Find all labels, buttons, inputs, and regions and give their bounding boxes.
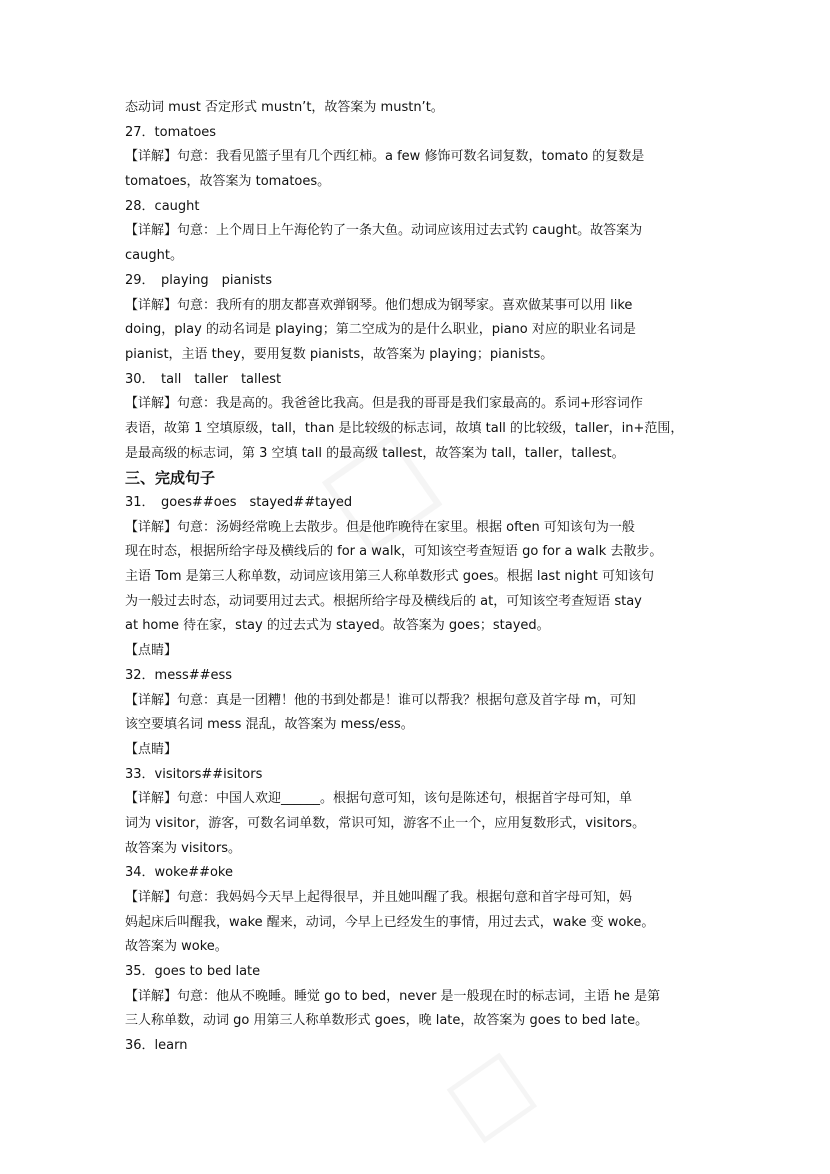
explanation-line: 【详解】句意：我所有的朋友都喜欢弹钢琴。他们想成为钢琴家。喜欢做某事可以用 like bbox=[125, 297, 633, 313]
explanation-line: caught。 bbox=[125, 248, 183, 264]
explanation-line: 现在时态，根据所给字母及横线后的 for a walk，可知该空考查短语 go for a walk 去散步。 bbox=[125, 544, 663, 560]
explanation-line: 【详解】句意：汤姆经常晚上去散步。但是他昨晚待在家里。根据 often 可知该句为一般 bbox=[125, 519, 635, 535]
answer-36: 36．learn bbox=[125, 1038, 188, 1054]
explanation-line: 【详解】句意：上个周日上午海伦钓了一条大鱼。动词应该用过去式钓 caught。故答案为 bbox=[125, 223, 643, 239]
explanation-line: 是最高级的标志词，第 3 空填 tall 的最高级 tallest，故答案为 tall，taller，tallest。 bbox=[125, 445, 625, 461]
explanation-line: 词为 visitor，游客，可数名词单数，常识可知，游客不止一个，应用复数形式，visitors。 bbox=[125, 815, 646, 831]
answer-28: 28．caught bbox=[125, 198, 200, 214]
explanation-line: 【详解】句意：我看见篮子里有几个西红柿。a few 修饰可数名词复数，tomato 的复数是 bbox=[125, 149, 645, 165]
explanation-line: 【详解】句意：我妈妈今天早上起得很早，并且她叫醒了我。根据句意和首字母可知，妈 bbox=[125, 890, 633, 905]
answer-27: 27．tomatoes bbox=[125, 124, 217, 140]
explanation-line: 故答案为 visitors。 bbox=[125, 840, 241, 856]
explanation-line: doing，play 的动名词是 playing；第二空成为的是什么职业，piano 对应的职业名词是 bbox=[125, 322, 636, 338]
explanation-line: 为一般过去时态，动词要用过去式。根据所给字母及横线后的 at，可知该空考查短语 stay bbox=[125, 593, 642, 609]
answer-34: 34．woke##oke bbox=[125, 865, 233, 881]
tip-label: 【点睛】 bbox=[125, 643, 178, 659]
answer-32: 32．mess##ess bbox=[125, 667, 233, 683]
text-line: 态动词 must 否定形式 mustn’t，故答案为 mustn’t。 bbox=[125, 100, 444, 115]
explanation-line: 妈起床后叫醒我，wake 醒来，动词，今早上已经发生的事情，用过去式，wake 变 woke。 bbox=[125, 914, 655, 930]
document-page bbox=[125, 96, 710, 1059]
explanation-line: 【详解】句意：他从不晚睡。睡觉 go to bed，never 是一般现在时的标志词，主语 he 是第 bbox=[125, 988, 661, 1004]
tip-label: 【点睛】 bbox=[125, 741, 178, 757]
explanation-line: 【详解】句意：中国人欢迎______。根据句意可知，该句是陈述句，根据首字母可知，单 bbox=[125, 791, 633, 807]
answer-29: 29． playing pianists bbox=[125, 272, 272, 288]
answer-31: 31． goes##oes stayed##tayed bbox=[125, 495, 353, 510]
section-heading: 三、完成句子 bbox=[125, 469, 216, 488]
answer-35: 35．goes to bed late bbox=[125, 964, 261, 980]
explanation-line: 故答案为 woke。 bbox=[125, 939, 228, 955]
explanation-line: 表语，故第 1 空填原级，tall，than 是比较级的标志词，故填 tall 的比较级，taller，in+范围， bbox=[125, 420, 684, 436]
explanation-line: 该空要填名词 mess 混乱，故答案为 mess/ess。 bbox=[125, 717, 414, 733]
explanation-line: 【详解】句意：真是一团糟！他的书到处都是！谁可以帮我？根据句意及首字母 m，可知 bbox=[125, 692, 636, 708]
explanation-line: 主语 Tom 是第三人称单数，动词应该用第三人称单数形式 goes。根据 last night 可知该句 bbox=[125, 569, 655, 585]
explanation-line: 【详解】句意：我是高的。我爸爸比我高。但是我的哥哥是我们家最高的。系词+形容词作 bbox=[125, 396, 643, 412]
explanation-line: pianist，主语 they，要用复数 pianists，故答案为 playing；pianists。 bbox=[125, 346, 554, 362]
answer-33: 33．visitors##isitors bbox=[125, 766, 263, 782]
answer-30: 30． tall taller tallest bbox=[125, 371, 282, 387]
explanation-line: tomatoes，故答案为 tomatoes。 bbox=[125, 174, 331, 190]
explanation-line: 三人称单数，动词 go 用第三人称单数形式 goes，晚 late，故答案为 goes to bed late。 bbox=[125, 1013, 649, 1029]
explanation-line: at home 待在家，stay 的过去式为 stayed。故答案为 goes；stayed。 bbox=[125, 618, 550, 634]
